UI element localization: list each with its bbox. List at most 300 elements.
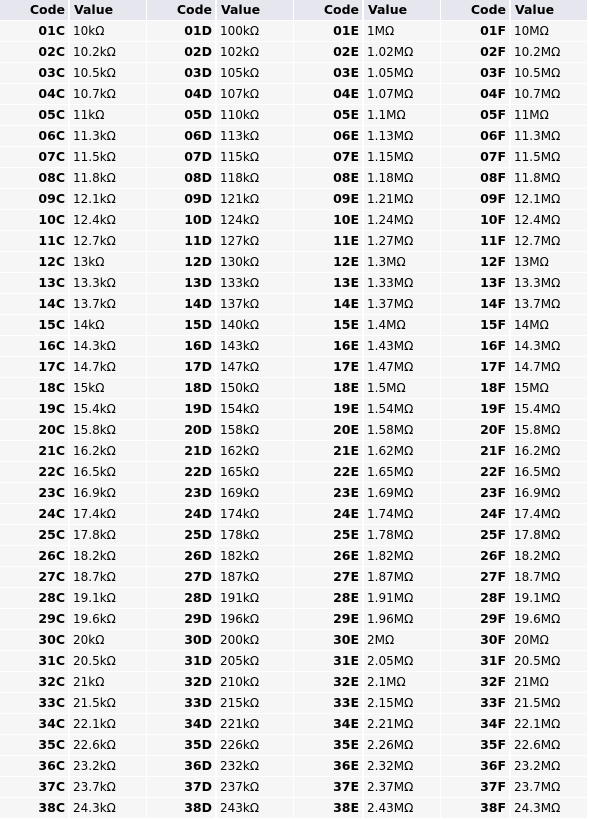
table-row xyxy=(441,378,587,399)
table-block-2 xyxy=(147,0,293,819)
code-cell: 26F xyxy=(441,546,509,566)
value-cell: 11.8kΩ xyxy=(70,168,146,188)
table-row xyxy=(147,735,293,756)
table-row xyxy=(441,273,587,294)
header-code: Code xyxy=(147,0,215,20)
code-cell: 18D xyxy=(147,378,215,398)
value-cell: 1.27MΩ xyxy=(364,231,440,251)
value-cell: 10MΩ xyxy=(511,21,587,41)
value-cell: 1.47MΩ xyxy=(364,357,440,377)
table-row xyxy=(147,798,293,819)
table-row xyxy=(0,315,146,336)
header-code: Code xyxy=(0,0,68,20)
table-row xyxy=(441,357,587,378)
table-row xyxy=(441,168,587,189)
table-row xyxy=(294,630,440,651)
table-row xyxy=(441,630,587,651)
code-cell: 33C xyxy=(0,693,68,713)
value-cell: 187kΩ xyxy=(217,567,293,587)
table-row xyxy=(294,441,440,462)
value-cell: 18.2kΩ xyxy=(70,546,146,566)
value-cell: 15.4MΩ xyxy=(511,399,587,419)
code-cell: 30C xyxy=(0,630,68,650)
value-cell: 17.8MΩ xyxy=(511,525,587,545)
table-row xyxy=(294,21,440,42)
table-row xyxy=(294,735,440,756)
code-cell: 17C xyxy=(0,357,68,377)
value-cell: 1.33MΩ xyxy=(364,273,440,293)
value-cell: 13.3MΩ xyxy=(511,273,587,293)
table-row xyxy=(441,504,587,525)
table-row xyxy=(294,189,440,210)
value-cell: 21.5MΩ xyxy=(511,693,587,713)
code-cell: 15E xyxy=(294,315,362,335)
code-cell: 20D xyxy=(147,420,215,440)
table-row xyxy=(0,483,146,504)
code-cell: 37D xyxy=(147,777,215,797)
code-cell: 23D xyxy=(147,483,215,503)
code-cell: 19D xyxy=(147,399,215,419)
table-row xyxy=(147,378,293,399)
code-cell: 05E xyxy=(294,105,362,125)
value-cell: 2.21MΩ xyxy=(364,714,440,734)
table-row xyxy=(294,168,440,189)
value-cell: 16.9kΩ xyxy=(70,483,146,503)
table-row xyxy=(147,714,293,735)
code-cell: 22D xyxy=(147,462,215,482)
header-value: Value xyxy=(217,0,293,20)
value-cell: 102kΩ xyxy=(217,42,293,62)
code-cell: 28E xyxy=(294,588,362,608)
code-cell: 18C xyxy=(0,378,68,398)
table-row xyxy=(294,483,440,504)
value-cell: 15.4kΩ xyxy=(70,399,146,419)
value-cell: 1.91MΩ xyxy=(364,588,440,608)
code-cell: 15F xyxy=(441,315,509,335)
table-row xyxy=(0,42,146,63)
code-cell: 27D xyxy=(147,567,215,587)
code-cell: 28F xyxy=(441,588,509,608)
code-cell: 10F xyxy=(441,210,509,230)
value-cell: 19.6MΩ xyxy=(511,609,587,629)
value-cell: 1.37MΩ xyxy=(364,294,440,314)
code-cell: 20E xyxy=(294,420,362,440)
value-cell: 147kΩ xyxy=(217,357,293,377)
table-row xyxy=(0,546,146,567)
table-row xyxy=(147,231,293,252)
code-cell: 13C xyxy=(0,273,68,293)
code-cell: 12D xyxy=(147,252,215,272)
value-cell: 191kΩ xyxy=(217,588,293,608)
value-cell: 162kΩ xyxy=(217,441,293,461)
value-cell: 1MΩ xyxy=(364,21,440,41)
value-cell: 2.32MΩ xyxy=(364,756,440,776)
table-row xyxy=(441,21,587,42)
table-row xyxy=(441,777,587,798)
value-cell: 2.26MΩ xyxy=(364,735,440,755)
value-cell: 17.4kΩ xyxy=(70,504,146,524)
header-row xyxy=(441,0,587,21)
table-row xyxy=(441,672,587,693)
code-cell: 01D xyxy=(147,21,215,41)
table-row xyxy=(147,210,293,231)
value-cell: 124kΩ xyxy=(217,210,293,230)
code-cell: 33E xyxy=(294,693,362,713)
value-cell: 19.6kΩ xyxy=(70,609,146,629)
value-cell: 13kΩ xyxy=(70,252,146,272)
code-cell: 31D xyxy=(147,651,215,671)
table-row xyxy=(0,504,146,525)
code-cell: 14D xyxy=(147,294,215,314)
table-row xyxy=(294,84,440,105)
code-cell: 02F xyxy=(441,42,509,62)
code-cell: 09E xyxy=(294,189,362,209)
header-value: Value xyxy=(70,0,146,20)
code-cell: 36D xyxy=(147,756,215,776)
code-cell: 29D xyxy=(147,609,215,629)
code-cell: 18E xyxy=(294,378,362,398)
value-cell: 11.3MΩ xyxy=(511,126,587,146)
table-row xyxy=(441,315,587,336)
value-cell: 23.7MΩ xyxy=(511,777,587,797)
value-cell: 1.65MΩ xyxy=(364,462,440,482)
value-cell: 2.15MΩ xyxy=(364,693,440,713)
code-cell: 09F xyxy=(441,189,509,209)
code-cell: 23F xyxy=(441,483,509,503)
code-cell: 26D xyxy=(147,546,215,566)
code-cell: 25D xyxy=(147,525,215,545)
table-row xyxy=(0,84,146,105)
code-cell: 11E xyxy=(294,231,362,251)
code-cell: 37F xyxy=(441,777,509,797)
table-row xyxy=(147,147,293,168)
value-cell: 24.3MΩ xyxy=(511,798,587,818)
value-cell: 1.62MΩ xyxy=(364,441,440,461)
table-row xyxy=(147,567,293,588)
code-cell: 28D xyxy=(147,588,215,608)
value-cell: 113kΩ xyxy=(217,126,293,146)
code-cell: 24C xyxy=(0,504,68,524)
value-cell: 21kΩ xyxy=(70,672,146,692)
code-cell: 20C xyxy=(0,420,68,440)
table-row xyxy=(0,462,146,483)
table-row xyxy=(294,63,440,84)
value-cell: 107kΩ xyxy=(217,84,293,104)
table-row xyxy=(441,735,587,756)
code-cell: 14F xyxy=(441,294,509,314)
code-cell: 33D xyxy=(147,693,215,713)
table-row xyxy=(294,462,440,483)
table-row xyxy=(294,252,440,273)
table-row xyxy=(294,336,440,357)
code-cell: 06C xyxy=(0,126,68,146)
table-row xyxy=(441,462,587,483)
code-cell: 18F xyxy=(441,378,509,398)
table-row xyxy=(147,294,293,315)
table-row xyxy=(147,126,293,147)
table-row xyxy=(294,672,440,693)
table-row xyxy=(294,210,440,231)
value-cell: 232kΩ xyxy=(217,756,293,776)
value-cell: 2.1MΩ xyxy=(364,672,440,692)
code-cell: 03C xyxy=(0,63,68,83)
table-row xyxy=(0,609,146,630)
value-cell: 221kΩ xyxy=(217,714,293,734)
value-cell: 16.2kΩ xyxy=(70,441,146,461)
value-cell: 15.8MΩ xyxy=(511,420,587,440)
value-cell: 15.8kΩ xyxy=(70,420,146,440)
code-cell: 08D xyxy=(147,168,215,188)
value-cell: 127kΩ xyxy=(217,231,293,251)
code-cell: 35D xyxy=(147,735,215,755)
code-cell: 02E xyxy=(294,42,362,62)
code-cell: 34C xyxy=(0,714,68,734)
value-cell: 140kΩ xyxy=(217,315,293,335)
table-row xyxy=(147,462,293,483)
table-row xyxy=(0,588,146,609)
value-cell: 14.7kΩ xyxy=(70,357,146,377)
code-cell: 07D xyxy=(147,147,215,167)
code-cell: 12E xyxy=(294,252,362,272)
value-cell: 1.43MΩ xyxy=(364,336,440,356)
code-cell: 02D xyxy=(147,42,215,62)
value-cell: 14MΩ xyxy=(511,315,587,335)
table-row xyxy=(0,273,146,294)
value-cell: 237kΩ xyxy=(217,777,293,797)
table-row xyxy=(147,588,293,609)
code-cell: 10D xyxy=(147,210,215,230)
value-cell: 21.5kΩ xyxy=(70,693,146,713)
code-cell: 10E xyxy=(294,210,362,230)
value-cell: 10kΩ xyxy=(70,21,146,41)
code-cell: 04E xyxy=(294,84,362,104)
table-row xyxy=(441,798,587,819)
code-cell: 21F xyxy=(441,441,509,461)
code-cell: 35F xyxy=(441,735,509,755)
code-cell: 21E xyxy=(294,441,362,461)
code-cell: 06E xyxy=(294,126,362,146)
code-cell: 08F xyxy=(441,168,509,188)
table-row xyxy=(441,210,587,231)
value-cell: 12.7kΩ xyxy=(70,231,146,251)
table-row xyxy=(0,567,146,588)
value-cell: 22.1kΩ xyxy=(70,714,146,734)
value-cell: 1.96MΩ xyxy=(364,609,440,629)
value-cell: 133kΩ xyxy=(217,273,293,293)
value-cell: 1.58MΩ xyxy=(364,420,440,440)
table-row xyxy=(441,42,587,63)
value-cell: 154kΩ xyxy=(217,399,293,419)
value-cell: 182kΩ xyxy=(217,546,293,566)
value-cell: 10.5MΩ xyxy=(511,63,587,83)
table-block-3 xyxy=(294,0,440,819)
table-row xyxy=(147,441,293,462)
code-cell: 11F xyxy=(441,231,509,251)
value-cell: 1.24MΩ xyxy=(364,210,440,230)
value-cell: 23.7kΩ xyxy=(70,777,146,797)
code-cell: 19C xyxy=(0,399,68,419)
code-cell: 23E xyxy=(294,483,362,503)
code-cell: 03D xyxy=(147,63,215,83)
value-cell: 1.4MΩ xyxy=(364,315,440,335)
table-row xyxy=(0,378,146,399)
value-cell: 1.5MΩ xyxy=(364,378,440,398)
code-cell: 29F xyxy=(441,609,509,629)
code-cell: 01E xyxy=(294,21,362,41)
code-cell: 24F xyxy=(441,504,509,524)
value-cell: 1.02MΩ xyxy=(364,42,440,62)
value-cell: 2.37MΩ xyxy=(364,777,440,797)
code-cell: 26C xyxy=(0,546,68,566)
table-row xyxy=(441,84,587,105)
table-row xyxy=(441,294,587,315)
table-row xyxy=(0,231,146,252)
code-cell: 26E xyxy=(294,546,362,566)
table-row xyxy=(147,252,293,273)
table-row xyxy=(441,63,587,84)
table-row xyxy=(0,756,146,777)
value-cell: 174kΩ xyxy=(217,504,293,524)
table-row xyxy=(294,798,440,819)
value-cell: 165kΩ xyxy=(217,462,293,482)
value-cell: 11kΩ xyxy=(70,105,146,125)
code-cell: 30E xyxy=(294,630,362,650)
value-cell: 15MΩ xyxy=(511,378,587,398)
table-row xyxy=(441,567,587,588)
value-cell: 13MΩ xyxy=(511,252,587,272)
value-cell: 1.05MΩ xyxy=(364,63,440,83)
table-row xyxy=(441,336,587,357)
code-cell: 19F xyxy=(441,399,509,419)
value-cell: 22.6kΩ xyxy=(70,735,146,755)
code-cell: 13D xyxy=(147,273,215,293)
table-row xyxy=(147,63,293,84)
code-cell: 17F xyxy=(441,357,509,377)
code-cell: 03E xyxy=(294,63,362,83)
table-row xyxy=(147,672,293,693)
table-row xyxy=(441,693,587,714)
table-row xyxy=(0,168,146,189)
table-row xyxy=(294,588,440,609)
table-block-1 xyxy=(0,0,146,819)
value-cell: 22.6MΩ xyxy=(511,735,587,755)
table-block-4 xyxy=(441,0,587,819)
value-cell: 205kΩ xyxy=(217,651,293,671)
value-cell: 23.2MΩ xyxy=(511,756,587,776)
table-row xyxy=(147,84,293,105)
table-row xyxy=(294,420,440,441)
table-row xyxy=(147,630,293,651)
table-row xyxy=(0,147,146,168)
table-row xyxy=(0,420,146,441)
table-row xyxy=(294,105,440,126)
value-cell: 17.8kΩ xyxy=(70,525,146,545)
value-cell: 16.5MΩ xyxy=(511,462,587,482)
header-value: Value xyxy=(364,0,440,20)
value-cell: 16.2MΩ xyxy=(511,441,587,461)
value-cell: 1.13MΩ xyxy=(364,126,440,146)
value-cell: 130kΩ xyxy=(217,252,293,272)
code-cell: 34D xyxy=(147,714,215,734)
value-cell: 18.2MΩ xyxy=(511,546,587,566)
code-cell: 16F xyxy=(441,336,509,356)
code-cell: 37C xyxy=(0,777,68,797)
value-cell: 12.7MΩ xyxy=(511,231,587,251)
code-cell: 38D xyxy=(147,798,215,818)
value-cell: 1.07MΩ xyxy=(364,84,440,104)
table-row xyxy=(441,231,587,252)
code-cell: 11D xyxy=(147,231,215,251)
value-cell: 11.5MΩ xyxy=(511,147,587,167)
table-row xyxy=(0,693,146,714)
code-cell: 21C xyxy=(0,441,68,461)
value-cell: 14.3MΩ xyxy=(511,336,587,356)
value-cell: 1.15MΩ xyxy=(364,147,440,167)
value-cell: 13.7MΩ xyxy=(511,294,587,314)
value-cell: 1.1MΩ xyxy=(364,105,440,125)
header-code: Code xyxy=(441,0,509,20)
table-row xyxy=(294,567,440,588)
code-cell: 12C xyxy=(0,252,68,272)
table-row xyxy=(0,357,146,378)
code-cell: 05D xyxy=(147,105,215,125)
table-row xyxy=(147,420,293,441)
value-cell: 12.4kΩ xyxy=(70,210,146,230)
code-cell: 15D xyxy=(147,315,215,335)
code-cell: 35C xyxy=(0,735,68,755)
table-row xyxy=(147,504,293,525)
code-cell: 25C xyxy=(0,525,68,545)
table-row xyxy=(147,336,293,357)
table-row xyxy=(147,609,293,630)
table-row xyxy=(294,399,440,420)
table-row xyxy=(0,714,146,735)
value-cell: 14.7MΩ xyxy=(511,357,587,377)
value-cell: 243kΩ xyxy=(217,798,293,818)
table-row xyxy=(0,399,146,420)
table-row xyxy=(294,777,440,798)
value-cell: 14kΩ xyxy=(70,315,146,335)
table-row xyxy=(294,147,440,168)
code-cell: 28C xyxy=(0,588,68,608)
table-row xyxy=(441,399,587,420)
value-cell: 12.1kΩ xyxy=(70,189,146,209)
table-row xyxy=(0,252,146,273)
table-row xyxy=(147,168,293,189)
code-cell: 32D xyxy=(147,672,215,692)
value-cell: 121kΩ xyxy=(217,189,293,209)
value-cell: 100kΩ xyxy=(217,21,293,41)
value-cell: 23.2kΩ xyxy=(70,756,146,776)
value-cell: 10.2MΩ xyxy=(511,42,587,62)
table-row xyxy=(441,546,587,567)
value-cell: 1.18MΩ xyxy=(364,168,440,188)
value-cell: 18.7kΩ xyxy=(70,567,146,587)
table-row xyxy=(294,651,440,672)
table-row xyxy=(294,714,440,735)
value-cell: 12.1MΩ xyxy=(511,189,587,209)
table-row xyxy=(294,315,440,336)
value-cell: 20kΩ xyxy=(70,630,146,650)
code-cell: 32C xyxy=(0,672,68,692)
value-cell: 11.5kΩ xyxy=(70,147,146,167)
table-row xyxy=(0,798,146,819)
code-cell: 36C xyxy=(0,756,68,776)
value-cell: 17.4MΩ xyxy=(511,504,587,524)
table-row xyxy=(441,483,587,504)
table-row xyxy=(441,651,587,672)
value-cell: 13.7kΩ xyxy=(70,294,146,314)
